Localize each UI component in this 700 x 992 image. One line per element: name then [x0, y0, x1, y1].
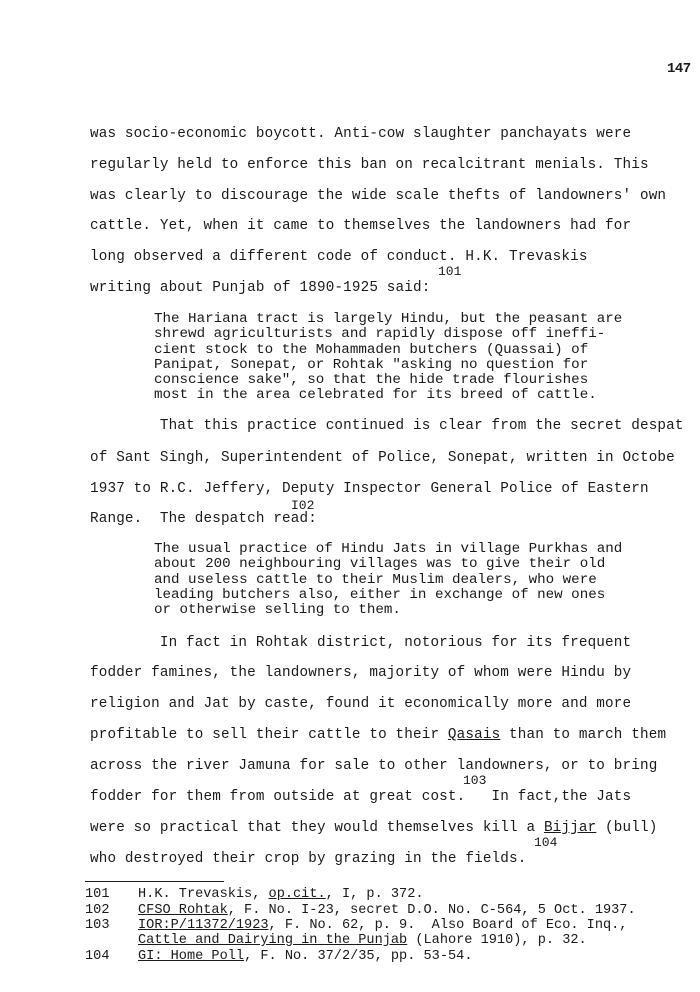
- quote-line: The usual practice of Hindu Jats in village Purkhas and: [154, 541, 623, 557]
- text: , I, p. 372.: [325, 887, 424, 902]
- term-qasais: Qasais: [447, 727, 501, 743]
- text: , F. No. 37/2/35, pp. 53-54.: [244, 949, 473, 964]
- footnote-number: 102: [85, 903, 110, 918]
- footnote-ref-102: I02: [291, 498, 315, 513]
- body-line: [90, 820, 657, 836]
- footnote-text: [138, 903, 636, 918]
- text: , F. No. I-23, secret D.O. No. C-564, 5 Oct. 1937.: [227, 903, 636, 918]
- quote-line: most in the area celebrated for its breed of cattle.: [154, 387, 597, 403]
- body-line: across the river Jamuna for sale to other landowners, or to bring: [90, 758, 658, 774]
- body-line: fodder for them from outside at great cost. In fact,the Jats: [90, 789, 632, 805]
- citation-title: CFSO Rohtak: [138, 903, 228, 918]
- text: were so practical that they would themselves kill a: [90, 820, 544, 836]
- body-line: cattle. Yet, when it came to themselves the landowners had for: [90, 218, 632, 234]
- body-line: That this practice continued is clear from the secret despat: [90, 418, 684, 434]
- footnote-number: 104: [85, 949, 110, 964]
- quote-line: or otherwise selling to them.: [154, 602, 401, 618]
- quote-line: about 200 neighbouring villages was to give their old: [154, 556, 606, 572]
- body-line: 1937 to R.C. Jeffery, Deputy Inspector General Police of Eastern: [90, 481, 649, 497]
- quote-line: leading butchers also, either in exchange of new ones: [154, 587, 606, 603]
- body-line: of Sant Singh, Superintendent of Police, Sonepat, written in Octobe: [90, 450, 675, 466]
- body-line: fodder famines, the landowners, majority of whom were Hindu by: [90, 665, 632, 681]
- footnote-ref-101: 101: [438, 264, 462, 279]
- quote-line: The Hariana tract is largely Hindu, but the peasant are: [154, 311, 623, 327]
- text: H.K. Trevaskis,: [138, 887, 269, 902]
- body-line: who destroyed their crop by grazing in the fields.: [90, 851, 527, 867]
- footnote-text-continued: [138, 933, 587, 948]
- body-line: [90, 727, 666, 743]
- quote-line: cient stock to the Mohammaden butchers (Quassai) of: [154, 342, 589, 358]
- footnote-ref-104: 104: [534, 835, 558, 850]
- text: (Lahore 1910), p. 32.: [407, 933, 587, 948]
- footnote-text: [138, 918, 627, 933]
- footnote-ref-103: 103: [463, 773, 487, 788]
- body-line: writing about Punjab of 1890-1925 said:: [90, 280, 431, 296]
- footnote-text: [138, 949, 472, 964]
- body-line: was socio-economic boycott. Anti-cow slaughter panchayats were: [90, 126, 632, 142]
- footnote-number: 103: [85, 918, 110, 933]
- text: (bull): [596, 820, 658, 836]
- quote-line: and useless cattle to their Muslim dealers, who were: [154, 572, 597, 588]
- citation-title: op.cit.: [268, 887, 326, 902]
- footnote-separator: [85, 881, 224, 882]
- citation-title: Cattle and Dairying in the Punjab: [138, 933, 408, 948]
- text: profitable to sell their cattle to their: [90, 727, 448, 743]
- body-line: Range. The despatch read:: [90, 511, 317, 527]
- body-line: religion and Jat by caste, found it economically more and more: [90, 696, 632, 712]
- citation-title: IOR:P/11372/1923: [138, 918, 269, 933]
- text: , F. No. 62, p. 9. Also Board of Eco. Inq.,: [268, 918, 628, 933]
- term-bijjar: Bijjar: [543, 820, 597, 836]
- body-line: was clearly to discourage the wide scale thefts of landowners' own: [90, 188, 667, 204]
- text: than to march them: [500, 727, 667, 743]
- footnote-text: [138, 887, 424, 902]
- footnote-number: 101: [85, 887, 110, 902]
- quote-line: shrewd agriculturists and rapidly dispose off ineffi-: [154, 326, 606, 342]
- page-number: 147: [667, 61, 691, 77]
- body-line: regularly held to enforce this ban on recalcitrant menials. This: [90, 157, 649, 173]
- quote-line: conscience sake", so that the hide trade flourishes: [154, 372, 589, 388]
- quote-line: Panipat, Sonepat, or Rohtak "asking no question for: [154, 357, 589, 373]
- citation-title: GI: Home Poll: [138, 949, 245, 964]
- body-line: In fact in Rohtak district, notorious for its frequent: [90, 635, 632, 651]
- body-line: long observed a different code of conduct. H.K. Trevaskis: [90, 249, 588, 265]
